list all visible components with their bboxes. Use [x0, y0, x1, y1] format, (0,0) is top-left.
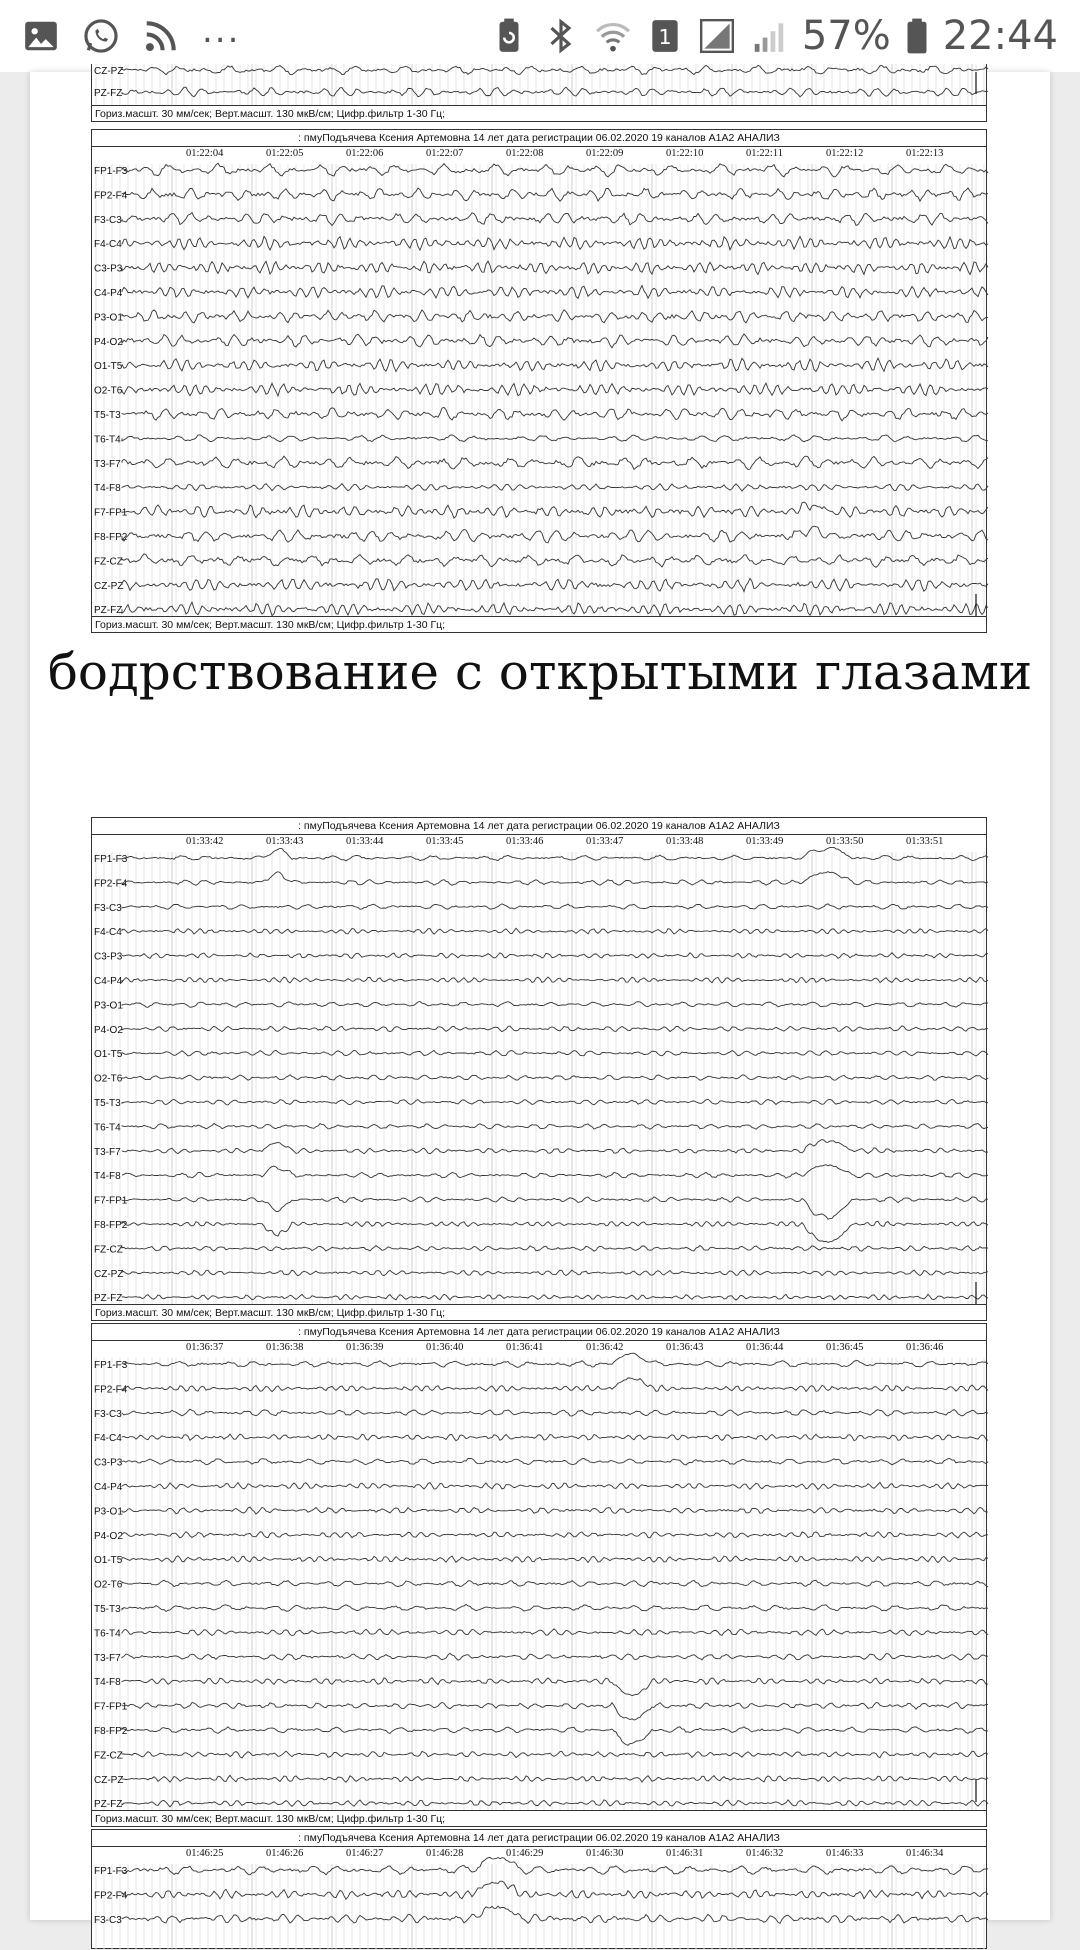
eeg-panel	[91, 64, 987, 122]
channel-label: C3-P3	[94, 951, 123, 963]
channel-label: F7-FP1	[94, 1195, 128, 1207]
signal-icon	[698, 17, 736, 55]
channel-label: F3-C3	[94, 1914, 122, 1926]
eeg-panel	[91, 1323, 987, 1827]
section-heading: бодрствование с открытыми глазами	[47, 643, 1033, 701]
channel-label: T6-T4	[94, 434, 121, 446]
time-label: 01:33:43	[266, 836, 304, 847]
channel-label: CZ-PZ	[94, 66, 124, 77]
channel-label: C4-P4	[94, 976, 123, 987]
battery-saver-icon	[490, 17, 528, 55]
channel-label: T3-F7	[94, 1652, 121, 1664]
eeg-traces	[92, 64, 988, 106]
time-label: 01:22:13	[906, 148, 944, 159]
time-label: 01:33:51	[906, 836, 944, 847]
channel-label: F3-C3	[94, 1408, 122, 1420]
status-bar	[0, 0, 1080, 72]
time-label: 01:33:45	[426, 836, 464, 847]
channel-label: C3-P3	[94, 263, 123, 275]
eeg-plot	[92, 834, 986, 1304]
channel-label: C3-P3	[94, 1457, 123, 1469]
channel-label: FP2-F4	[94, 1890, 128, 1902]
channel-label: T3-F7	[94, 1146, 121, 1158]
channel-label: T6-T4	[94, 1628, 121, 1640]
channel-label: FP1-F3	[94, 166, 128, 177]
channel-label: F8-FP2	[94, 1220, 128, 1231]
channel-label: T4-F8	[94, 483, 121, 495]
time-label: 01:46:27	[346, 1848, 384, 1859]
channel-label: O2-T6	[94, 1073, 123, 1085]
time-label: 01:22:10	[666, 148, 704, 159]
channel-label: O1-T5	[94, 361, 123, 373]
eeg-traces	[92, 1846, 988, 1950]
panel-header: : пмуПодъячева Ксения Артемовна 14 лет дата регистрации 06.02.2020 19 каналов A1A2 АНАЛИЗ	[92, 130, 986, 147]
notification-overflow: ...	[202, 11, 241, 51]
channel-label: C4-P4	[94, 1482, 123, 1493]
channel-label: T5-T3	[94, 1098, 121, 1109]
battery-icon	[905, 17, 929, 55]
channel-label: F4-C4	[94, 1433, 122, 1445]
channel-label: FP1-F3	[94, 1360, 128, 1371]
eeg-plot	[92, 1340, 986, 1810]
eeg-traces	[92, 1340, 988, 1810]
panel-header: : пмуПодъячева Ксения Артемовна 14 лет дата регистрации 06.02.2020 19 каналов A1A2 АНАЛИЗ	[92, 1324, 986, 1341]
channel-label: F8-FP2	[94, 532, 128, 543]
time-label: 01:46:28	[426, 1848, 464, 1859]
panel-header: : пмуПодъячева Ксения Артемовна 14 лет дата регистрации 06.02.2020 19 каналов A1A2 АНАЛИЗ	[92, 1830, 986, 1847]
channel-label: F4-C4	[94, 239, 122, 251]
channel-label: O2-T6	[94, 1579, 123, 1591]
time-label: 01:36:45	[826, 1342, 864, 1353]
eeg-traces	[92, 834, 988, 1304]
eeg-plot	[92, 64, 986, 106]
panel-header: : пмуПодъячева Ксения Артемовна 14 лет дата регистрации 06.02.2020 19 каналов A1A2 АНАЛИЗ	[92, 818, 986, 835]
channel-label: O1-T5	[94, 1555, 123, 1567]
time-label: 01:36:41	[506, 1342, 544, 1353]
time-label: 01:33:47	[586, 836, 624, 847]
time-label: 01:46:26	[266, 1848, 304, 1859]
time-label: 01:36:46	[906, 1342, 944, 1353]
time-label: 01:36:40	[426, 1342, 464, 1353]
time-label: 01:36:42	[586, 1342, 624, 1353]
channel-label: P4-O2	[94, 1530, 123, 1542]
time-label: 01:22:12	[826, 148, 864, 159]
time-label: 01:36:39	[346, 1342, 384, 1353]
time-label: 01:46:32	[746, 1848, 784, 1859]
eeg-plot	[92, 1846, 986, 1950]
channel-label: O1-T5	[94, 1049, 123, 1061]
channel-label: F7-FP1	[94, 1701, 128, 1713]
time-label: 01:46:29	[506, 1848, 544, 1859]
time-label: 01:22:09	[586, 148, 624, 159]
channel-label: T5-T3	[94, 410, 121, 421]
channel-label: P3-O1	[94, 1000, 123, 1012]
time-label: 01:33:49	[746, 836, 784, 847]
channel-label: FP1-F3	[94, 854, 128, 865]
channel-label: T5-T3	[94, 1604, 121, 1615]
channel-label: F7-FP1	[94, 507, 128, 519]
channel-label: PZ-FZ	[94, 88, 123, 99]
channel-label: FP2-F4	[94, 1384, 128, 1396]
channel-label: PZ-FZ	[94, 1799, 123, 1811]
time-label: 01:33:48	[666, 836, 704, 847]
gallery-icon	[22, 17, 60, 55]
time-label: 01:33:46	[506, 836, 544, 847]
bluetooth-icon	[542, 17, 580, 55]
channel-label: CZ-PZ	[94, 580, 124, 592]
channel-label: FZ-CZ	[94, 1244, 123, 1256]
time-label: 01:46:31	[666, 1848, 704, 1859]
channel-label: O2-T6	[94, 385, 123, 397]
time-label: 01:22:11	[746, 148, 783, 159]
clock: 22:44	[942, 13, 1058, 59]
time-label: 01:46:25	[186, 1848, 224, 1859]
time-label: 01:36:43	[666, 1342, 704, 1353]
channel-label: FZ-CZ	[94, 1750, 123, 1762]
channel-label: T6-T4	[94, 1122, 121, 1134]
channel-label: FP2-F4	[94, 190, 128, 202]
time-label: 01:22:08	[506, 148, 544, 159]
time-label: 01:46:30	[586, 1848, 624, 1859]
channel-label: FP2-F4	[94, 878, 128, 890]
time-label: 01:36:38	[266, 1342, 304, 1353]
time-label: 01:36:44	[746, 1342, 784, 1353]
channel-label: FZ-CZ	[94, 556, 123, 568]
whatsapp-icon	[82, 17, 120, 55]
channel-label: P4-O2	[94, 1024, 123, 1036]
article-page	[30, 66, 1050, 1926]
channel-label: C4-P4	[94, 288, 123, 299]
channel-label: P3-O1	[94, 1506, 123, 1518]
eeg-panel	[91, 1829, 987, 1949]
panel-footer: Гориз.масшт. 30 мм/сек; Верт.масшт. 130 мкВ/см; Цифр.фильтр 1-30 Гц;	[92, 1304, 986, 1320]
channel-label: F3-C3	[94, 902, 122, 914]
time-label: 01:33:50	[826, 836, 864, 847]
battery-percent: 57%	[801, 13, 891, 59]
channel-label: T4-F8	[94, 1677, 121, 1689]
rss-icon	[142, 17, 180, 55]
wifi-icon	[594, 17, 632, 55]
channel-label: FP1-F3	[94, 1866, 128, 1877]
channel-label: F8-FP2	[94, 1726, 128, 1737]
time-label: 01:22:07	[426, 148, 464, 159]
time-label: 01:46:33	[826, 1848, 864, 1859]
channel-label: F3-C3	[94, 214, 122, 226]
panel-footer: Гориз.масшт. 30 мм/сек; Верт.масшт. 130 мкВ/см; Цифр.фильтр 1-30 Гц;	[92, 616, 986, 632]
time-label: 01:22:05	[266, 148, 304, 159]
time-label: 01:33:44	[346, 836, 384, 847]
channel-label: P4-O2	[94, 336, 123, 348]
time-label: 01:22:04	[186, 148, 224, 159]
channel-label: PZ-FZ	[94, 1293, 123, 1305]
eeg-panel	[91, 129, 987, 633]
channel-label: CZ-PZ	[94, 1774, 124, 1786]
channel-label: PZ-FZ	[94, 605, 123, 617]
time-label: 01:46:34	[906, 1848, 944, 1859]
eeg-plot	[92, 146, 986, 616]
channel-label: F4-C4	[94, 927, 122, 939]
time-label: 01:36:37	[186, 1342, 224, 1353]
time-label: 01:22:06	[346, 148, 384, 159]
sim-1-icon	[646, 17, 684, 55]
channel-label: T3-F7	[94, 458, 121, 470]
panel-footer: Гориз.масшт. 30 мм/сек; Верт.масшт. 130 мкВ/см; Цифр.фильтр 1-30 Гц;	[92, 1810, 986, 1826]
time-label: 01:33:42	[186, 836, 224, 847]
signal-weak-icon	[750, 17, 788, 55]
eeg-panel	[91, 817, 987, 1321]
channel-label: CZ-PZ	[94, 1268, 124, 1280]
channel-label: T4-F8	[94, 1171, 121, 1183]
panel-footer: Гориз.масшт. 30 мм/сек; Верт.масшт. 130 мкВ/см; Цифр.фильтр 1-30 Гц;	[92, 105, 986, 121]
svg-text:1: 1	[658, 24, 672, 49]
channel-label: P3-O1	[94, 312, 123, 324]
eeg-traces	[92, 146, 988, 616]
